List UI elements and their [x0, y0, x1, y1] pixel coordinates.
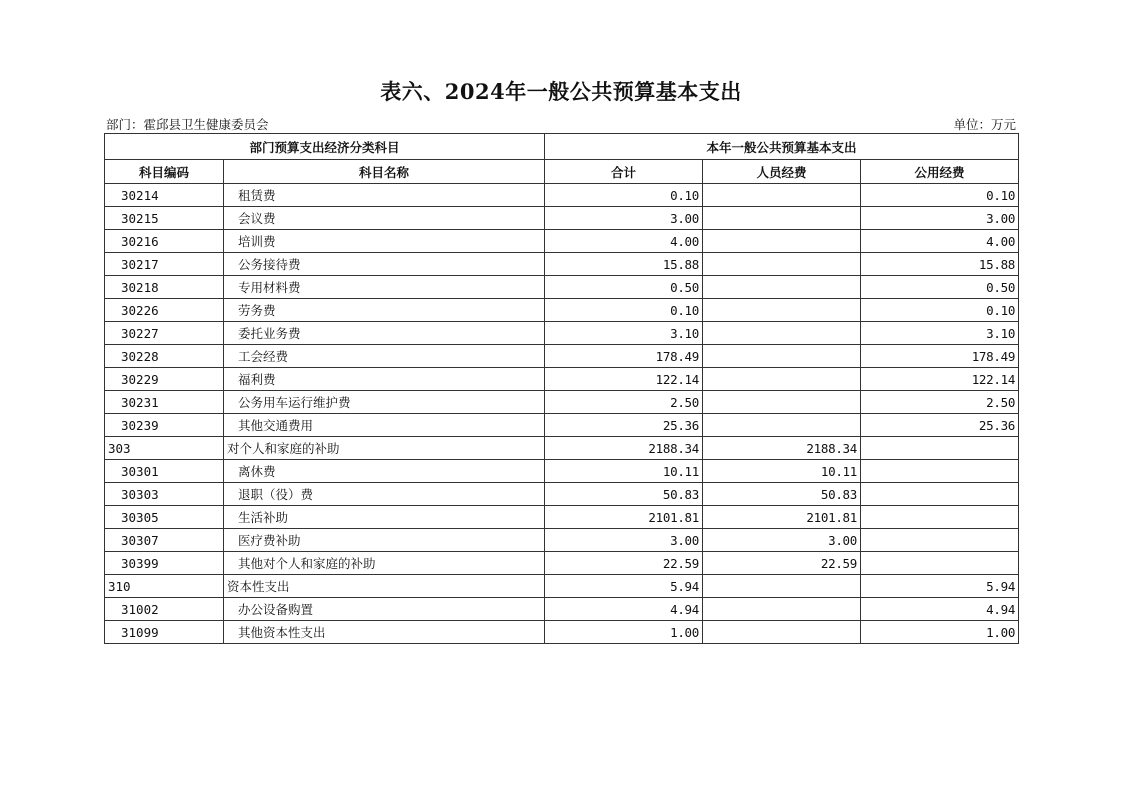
header-personnel: 人员经费 [703, 160, 861, 184]
cell-total: 122.14 [545, 368, 703, 391]
cell-total: 50.83 [545, 483, 703, 506]
header-code: 科目编码 [105, 160, 224, 184]
table-row [105, 621, 1019, 644]
cell-code: 30305 [105, 506, 224, 529]
cell-code: 30214 [105, 184, 224, 207]
cell-public: 3.10 [861, 322, 1019, 345]
cell-public: 178.49 [861, 345, 1019, 368]
cell-total: 4.94 [545, 598, 703, 621]
table-row [105, 529, 1019, 552]
cell-code: 30301 [105, 460, 224, 483]
cell-code: 30228 [105, 345, 224, 368]
cell-name: 医疗费补助 [224, 529, 545, 552]
table-row [105, 322, 1019, 345]
cell-code: 30215 [105, 207, 224, 230]
cell-total: 2.50 [545, 391, 703, 414]
cell-personnel [703, 368, 861, 391]
cell-personnel: 2101.81 [703, 506, 861, 529]
cell-total: 1.00 [545, 621, 703, 644]
cell-total: 178.49 [545, 345, 703, 368]
cell-personnel [703, 253, 861, 276]
cell-code: 30303 [105, 483, 224, 506]
cell-public: 15.88 [861, 253, 1019, 276]
cell-public [861, 506, 1019, 529]
cell-personnel: 2188.34 [703, 437, 861, 460]
cell-personnel: 10.11 [703, 460, 861, 483]
table-row [105, 368, 1019, 391]
cell-personnel [703, 230, 861, 253]
cell-code: 30399 [105, 552, 224, 575]
cell-personnel [703, 598, 861, 621]
table-row [105, 184, 1019, 207]
table-row [105, 483, 1019, 506]
table-row [105, 437, 1019, 460]
table-row [105, 253, 1019, 276]
cell-name: 培训费 [224, 230, 545, 253]
cell-name: 会议费 [224, 207, 545, 230]
cell-name: 对个人和家庭的补助 [224, 437, 545, 460]
cell-public: 0.50 [861, 276, 1019, 299]
cell-total: 3.00 [545, 529, 703, 552]
cell-code: 30231 [105, 391, 224, 414]
cell-code: 30239 [105, 414, 224, 437]
cell-public [861, 460, 1019, 483]
table-row [105, 230, 1019, 253]
cell-total: 0.10 [545, 299, 703, 322]
cell-name: 公务用车运行维护费 [224, 391, 545, 414]
cell-code: 303 [105, 437, 224, 460]
budget-table [104, 133, 1019, 644]
cell-code: 30229 [105, 368, 224, 391]
cell-name: 生活补助 [224, 506, 545, 529]
cell-code: 30217 [105, 253, 224, 276]
cell-total: 5.94 [545, 575, 703, 598]
header-row-columns [105, 160, 1019, 184]
cell-public: 0.10 [861, 299, 1019, 322]
cell-code: 30218 [105, 276, 224, 299]
table-row [105, 506, 1019, 529]
cell-total: 25.36 [545, 414, 703, 437]
cell-total: 10.11 [545, 460, 703, 483]
cell-personnel [703, 299, 861, 322]
cell-name: 办公设备购置 [224, 598, 545, 621]
cell-name: 其他资本性支出 [224, 621, 545, 644]
cell-public [861, 437, 1019, 460]
cell-public [861, 529, 1019, 552]
cell-total: 0.10 [545, 184, 703, 207]
table-row [105, 391, 1019, 414]
cell-personnel [703, 575, 861, 598]
cell-name: 福利费 [224, 368, 545, 391]
cell-total: 15.88 [545, 253, 703, 276]
cell-name: 专用材料费 [224, 276, 545, 299]
cell-total: 3.00 [545, 207, 703, 230]
table-row [105, 575, 1019, 598]
table-row [105, 598, 1019, 621]
cell-public: 0.10 [861, 184, 1019, 207]
cell-name: 工会经费 [224, 345, 545, 368]
cell-total: 4.00 [545, 230, 703, 253]
cell-name: 劳务费 [224, 299, 545, 322]
cell-public: 122.14 [861, 368, 1019, 391]
cell-code: 310 [105, 575, 224, 598]
cell-public: 4.94 [861, 598, 1019, 621]
cell-name: 公务接待费 [224, 253, 545, 276]
cell-name: 离休费 [224, 460, 545, 483]
cell-total: 2101.81 [545, 506, 703, 529]
cell-name: 租赁费 [224, 184, 545, 207]
cell-public: 3.00 [861, 207, 1019, 230]
cell-public [861, 552, 1019, 575]
table-row [105, 460, 1019, 483]
header-total: 合计 [545, 160, 703, 184]
cell-public: 25.36 [861, 414, 1019, 437]
cell-personnel [703, 322, 861, 345]
cell-public: 1.00 [861, 621, 1019, 644]
cell-personnel [703, 621, 861, 644]
cell-personnel [703, 414, 861, 437]
unit-label: 单位：万元 [953, 117, 1016, 132]
cell-total: 22.59 [545, 552, 703, 575]
table-row [105, 414, 1019, 437]
cell-total: 0.50 [545, 276, 703, 299]
header-public: 公用经费 [861, 160, 1019, 184]
table-row [105, 276, 1019, 299]
page-title: 表六、2024年一般公共预算基本支出 [380, 79, 742, 104]
cell-personnel [703, 184, 861, 207]
table-header [105, 134, 1019, 184]
cell-code: 30226 [105, 299, 224, 322]
table-body [105, 184, 1019, 644]
cell-total: 2188.34 [545, 437, 703, 460]
department-label: 部门：霍邱县卫生健康委员会 [106, 117, 269, 132]
cell-code: 30227 [105, 322, 224, 345]
header-group-basic-expenditure: 本年一般公共预算基本支出 [545, 134, 1019, 160]
cell-public: 4.00 [861, 230, 1019, 253]
cell-personnel [703, 345, 861, 368]
cell-personnel: 3.00 [703, 529, 861, 552]
cell-public [861, 483, 1019, 506]
table-row [105, 552, 1019, 575]
cell-code: 30216 [105, 230, 224, 253]
cell-code: 31002 [105, 598, 224, 621]
cell-name: 其他对个人和家庭的补助 [224, 552, 545, 575]
cell-code: 30307 [105, 529, 224, 552]
cell-personnel: 22.59 [703, 552, 861, 575]
cell-personnel: 50.83 [703, 483, 861, 506]
cell-code: 31099 [105, 621, 224, 644]
header-name: 科目名称 [224, 160, 545, 184]
header-group-classification: 部门预算支出经济分类科目 [105, 134, 545, 160]
cell-total: 3.10 [545, 322, 703, 345]
cell-name: 资本性支出 [224, 575, 545, 598]
cell-public: 2.50 [861, 391, 1019, 414]
table-row [105, 345, 1019, 368]
cell-name: 委托业务费 [224, 322, 545, 345]
cell-name: 其他交通费用 [224, 414, 545, 437]
cell-personnel [703, 276, 861, 299]
cell-name: 退职（役）费 [224, 483, 545, 506]
cell-public: 5.94 [861, 575, 1019, 598]
cell-personnel [703, 391, 861, 414]
cell-personnel [703, 207, 861, 230]
table-row [105, 299, 1019, 322]
table-row [105, 207, 1019, 230]
header-row-groups [105, 134, 1019, 160]
